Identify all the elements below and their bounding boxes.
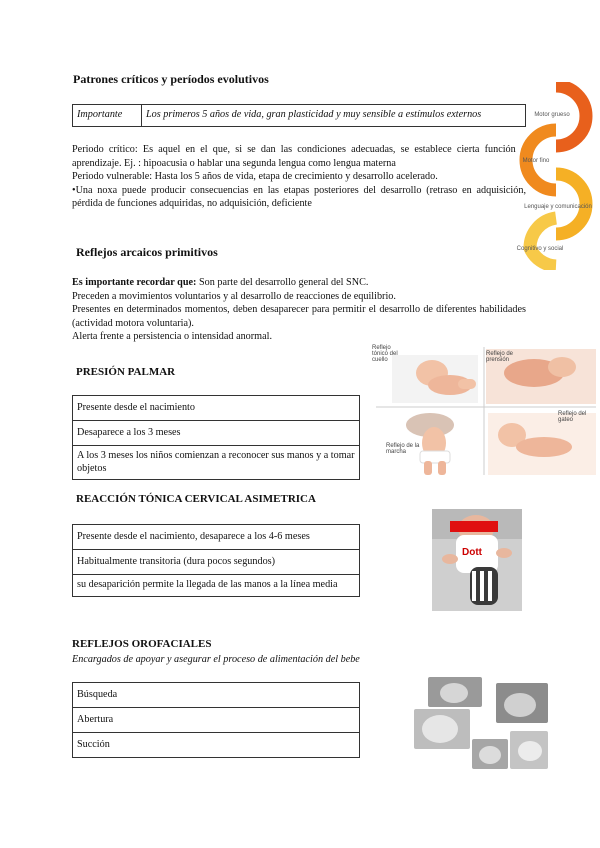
callout-text: Los primeros 5 años de vida, gran plasticidad y muy sensible a estímulos externos <box>142 105 526 127</box>
table-row: Habitualmente transitoria (dura pocos segundos) <box>73 550 360 575</box>
table-row: A los 3 meses los niños comienzan a reconocer sus manos y a tomar objetos <box>73 446 360 480</box>
caption-gateo: Reflejo del gateo <box>558 411 587 423</box>
caption-prension: Reflejo de prensión <box>486 351 514 363</box>
periodo-vulnerable: Periodo vulnerable: Hasta los 5 años de vida, etapa de crecimiento y desarrollo acelerado. <box>72 171 438 183</box>
intro-bold: Es importante recordar que: <box>72 277 197 288</box>
importante-callout <box>72 104 526 127</box>
periodo-critico-paragraph <box>72 143 526 211</box>
rtca-title: REACCIÓN TÓNICA CERVICAL ASIMETRICA <box>76 493 316 505</box>
orofaciales-table <box>72 682 360 758</box>
intro-line-4: Alerta frente a persistencia o intensidad anormal. <box>72 331 272 343</box>
arc-label-motor-fino: Motor fino <box>522 158 550 164</box>
presion-palmar-table <box>72 395 360 480</box>
caption-tonico-cuello: Reflejo tónico del cuello <box>372 345 398 363</box>
intro-rest: Son parte del desarrollo general del SNC. <box>196 277 369 288</box>
reflex-photo-collage <box>372 343 600 479</box>
table-row: Presente desde el nacimiento <box>73 396 360 421</box>
table-row: Desaparece a los 3 meses <box>73 421 360 446</box>
intro-line-3: Presentes en determinados momentos, deben desaparecer para permitir el desarrollo de diferentes habilidades (actividad motora voluntaria). <box>72 304 526 329</box>
orofaciales-title: REFLEJOS OROFACIALES <box>72 638 212 650</box>
intro-line-2: Preceden a movimientos voluntarios y al desarrollo de reacciones de equilibrio. <box>72 290 396 302</box>
presion-palmar-title: PRESIÓN PALMAR <box>76 366 176 378</box>
section-title-patrones: Patrones críticos y períodos evolutivos <box>73 72 269 86</box>
arc-label-cognitivo: Cognitivo y social <box>516 246 564 252</box>
rtca-table <box>72 524 360 597</box>
caption-marcha: Reflejo de la marcha <box>386 443 420 455</box>
table-row: su desaparición permite la llegada de las manos a la línea media <box>73 575 360 597</box>
redaction-bar <box>450 521 498 532</box>
rtca-baby-photo <box>432 509 522 611</box>
noxa-bullet: •Una noxa puede producir consecuencias en las etapas posteriores del desarrollo (retraso en adquisición, pérdida de funciones adquiridas, no adquisición, deficiente <box>72 184 526 210</box>
intro-line-1 <box>72 276 526 290</box>
callout-label: Importante <box>73 105 142 127</box>
table-row: Búsqueda <box>73 683 360 708</box>
shirt-text: Dott <box>462 547 482 558</box>
arc-cognitivo <box>530 218 556 266</box>
orofaciales-subtitle: Encargados de apoyar y asegurar el proceso de alimentación del bebe <box>72 654 360 665</box>
development-arc-diagram <box>496 82 596 270</box>
table-row: Succión <box>73 733 360 758</box>
section-title-reflejos: Reflejos arcaicos primitivos <box>76 245 218 259</box>
table-row: Presente desde el nacimiento, desaparece a los 4-6 meses <box>73 525 360 550</box>
periodo-critico: Periodo crítico: Es aquel en el que, si se dan las condiciones adecuadas, se establece cierta función o aprendizaje. Ej. : hipoacusia o hablar una segunda lengua como lengua materna <box>72 144 526 169</box>
table-row: Abertura <box>73 708 360 733</box>
reflejos-intro <box>72 276 526 344</box>
arc-label-motor-grueso: Motor grueso <box>534 112 570 118</box>
orofacial-photo-collage <box>410 673 550 773</box>
arc-label-lenguaje: Lenguaje y comunicación <box>524 204 592 210</box>
